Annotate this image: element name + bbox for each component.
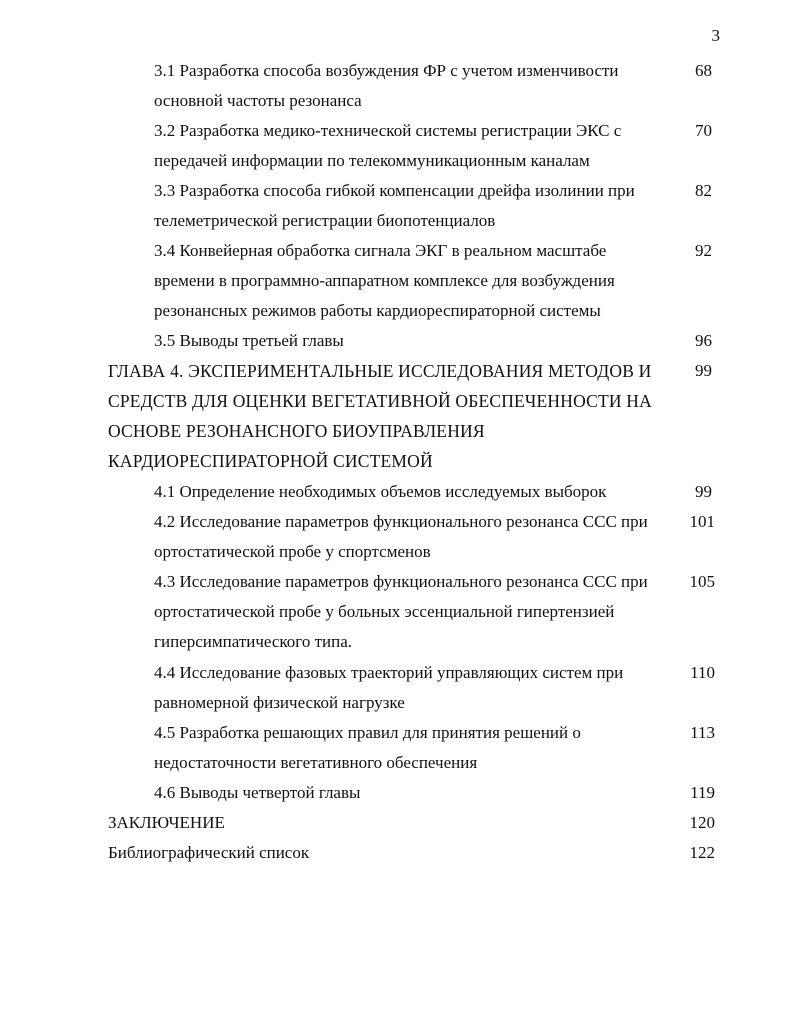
toc-entry-4-5 (154, 718, 581, 778)
toc-page-number: 70 (695, 121, 712, 140)
toc-entry-3-4 (154, 236, 615, 326)
toc-entry-4-6 (154, 778, 360, 808)
toc-page-number: 99 (695, 361, 712, 380)
toc-entry-line: 4.2 Исследование параметров функционального резонанса ССС при (154, 512, 648, 531)
toc-entry-3-1 (154, 56, 619, 116)
toc-page-number: 105 (689, 572, 715, 591)
toc-page-number: 113 (690, 723, 715, 742)
toc-entry-line: 3.1 Разработка способа возбуждения ФР с учетом изменчивости (154, 61, 619, 80)
toc-entry-4-2 (154, 507, 648, 567)
toc-bibliography (108, 838, 309, 868)
page-number: 3 (711, 26, 720, 45)
toc-entry-line: ортостатической пробе у спортсменов (154, 542, 431, 561)
toc-entry-line: ГЛАВА 4. ЭКСПЕРИМЕНТАЛЬНЫЕ ИССЛЕДОВАНИЯ МЕТОДОВ И (108, 361, 652, 381)
toc-entry-line: основной частоты резонанса (154, 91, 362, 110)
toc-entry-line: 3.4 Конвейерная обработка сигнала ЭКГ в реальном масштабе (154, 241, 607, 260)
toc-entry-4-1 (154, 477, 606, 507)
toc-page-number: 110 (690, 663, 715, 682)
toc-entry-line: ортостатической пробе у больных эссенциальной гипертензией (154, 602, 615, 621)
toc-page-number: 96 (695, 331, 712, 350)
toc-entry-line: 3.2 Разработка медико-технической системы регистрации ЭКС с (154, 121, 622, 140)
toc-chapter-4 (108, 356, 652, 476)
toc-entry-line: равномерной физической нагрузке (154, 693, 405, 712)
toc-entry-line: ОСНОВЕ РЕЗОНАНСНОГО БИОУПРАВЛЕНИЯ (108, 421, 485, 441)
toc-page-number: 120 (689, 813, 715, 832)
toc-entry-3-2 (154, 116, 621, 176)
toc-page-number: 92 (695, 241, 712, 260)
toc-page-number: 99 (695, 482, 712, 501)
toc-entry-line: 3.3 Разработка способа гибкой компенсации дрейфа изолинии при (154, 181, 635, 200)
toc-entry-line: недостаточности вегетативного обеспечения (154, 753, 478, 772)
toc-entry-line: ЗАКЛЮЧЕНИЕ (108, 813, 225, 832)
toc-entry-line: передачей информации по телекоммуникационным каналам (154, 151, 590, 170)
toc-page-number: 82 (695, 181, 712, 200)
toc-page-number: 68 (695, 61, 712, 80)
toc-entry-line: времени в программно-аппаратном комплексе для возбуждения (154, 271, 615, 290)
toc-entry-line: 4.1 Определение необходимых объемов исследуемых выборок (154, 482, 607, 501)
toc-page-number: 119 (690, 783, 715, 802)
toc-conclusion (108, 808, 225, 838)
toc-entry-line: 4.5 Разработка решающих правил для принятия решений о (154, 723, 581, 742)
toc-entry-line: 3.5 Выводы третьей главы (154, 331, 344, 350)
toc-entry-4-3 (154, 567, 648, 657)
toc-entry-line: 4.3 Исследование параметров функционального резонанса ССС при (154, 572, 648, 591)
toc-entry-line: Библиографический список (108, 843, 310, 862)
toc-entry-line: КАРДИОРЕСПИРАТОРНОЙ СИСТЕМОЙ (108, 451, 433, 471)
toc-entry-line: гиперсимпатического типа. (154, 632, 353, 651)
toc-page-number: 122 (689, 843, 715, 862)
toc-page-number: 101 (689, 512, 715, 531)
toc-entry-4-4 (154, 658, 623, 718)
toc-entry-3-5 (154, 326, 344, 356)
toc-entry-line: резонансных режимов работы кардиореспираторной системы (154, 301, 601, 320)
toc-entry-line: 4.4 Исследование фазовых траекторий управляющих систем при (154, 663, 624, 682)
toc-entry-line: 4.6 Выводы четвертой главы (154, 783, 361, 802)
toc-entry-line: СРЕДСТВ ДЛЯ ОЦЕНКИ ВЕГЕТАТИВНОЙ ОБЕСПЕЧЕННОСТИ НА (108, 391, 652, 411)
toc-entry-line: телеметрической регистрации биопотенциалов (154, 211, 496, 230)
toc-entry-3-3 (154, 176, 635, 236)
